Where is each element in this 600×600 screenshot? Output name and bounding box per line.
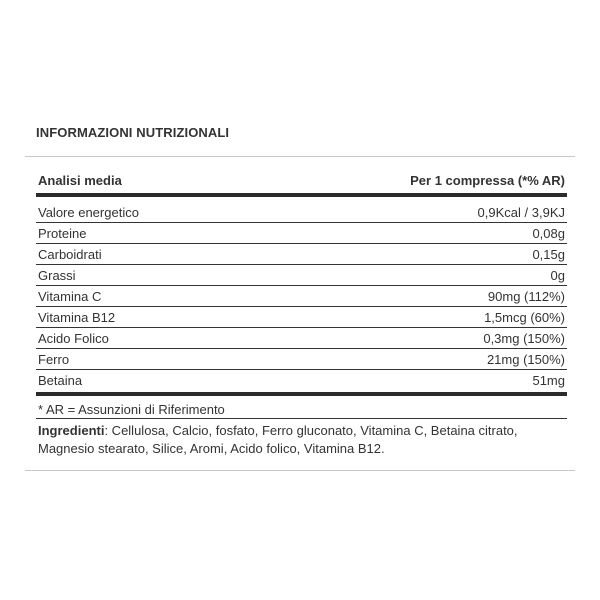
ingredients-label: Ingredienti [38, 423, 105, 438]
table-row [36, 223, 567, 244]
row-label: Ferro [38, 352, 70, 367]
row-label: Carboidrati [38, 247, 102, 262]
row-value: 0,15g [532, 247, 565, 262]
ingredients-text: : Cellulosa, Calcio, fosfato, Ferro gluconato, Vitamina C, Betaina citrato, Magnesio stearato, Silice, Aromi, Acido folico, Vitamina B12. [38, 423, 518, 456]
row-label: Valore energetico [38, 205, 139, 220]
header-per-tablet: Per 1 compressa (*% AR) [410, 173, 565, 188]
table-row [36, 349, 567, 370]
table-row [36, 244, 567, 265]
table-row [36, 202, 567, 223]
table-header [36, 166, 567, 192]
row-label: Vitamina C [38, 289, 102, 304]
nutrition-table [36, 166, 567, 458]
table-row [36, 286, 567, 307]
row-value: 51mg [532, 373, 565, 388]
row-value: 0g [550, 268, 565, 283]
top-divider [25, 156, 575, 157]
row-label: Grassi [38, 268, 76, 283]
table-row [36, 370, 567, 389]
footnote [36, 396, 567, 419]
row-value: 21mg (150%) [486, 352, 565, 367]
row-value: 0,08g [532, 226, 565, 241]
row-label: Acido Folico [38, 331, 109, 346]
footnote-text: * AR = Assunzioni di Riferimento [38, 402, 225, 417]
section-title: INFORMAZIONI NUTRIZIONALI [36, 125, 230, 140]
row-value: 0,3mg (150%) [483, 331, 565, 346]
ingredients-block [36, 419, 567, 458]
row-value: 90mg (112%) [487, 289, 565, 304]
header-analysis: Analisi media [38, 173, 122, 188]
bottom-divider [25, 470, 575, 471]
table-row [36, 265, 567, 286]
row-value: 0,9Kcal / 3,9KJ [477, 205, 565, 220]
header-thick-divider [36, 193, 567, 197]
row-label: Betaina [38, 373, 83, 388]
table-row [36, 307, 567, 328]
table-row [36, 328, 567, 349]
row-label: Proteine [38, 226, 87, 241]
row-value: 1,5mcg (60%) [484, 310, 565, 325]
row-label: Vitamina B12 [38, 310, 116, 325]
